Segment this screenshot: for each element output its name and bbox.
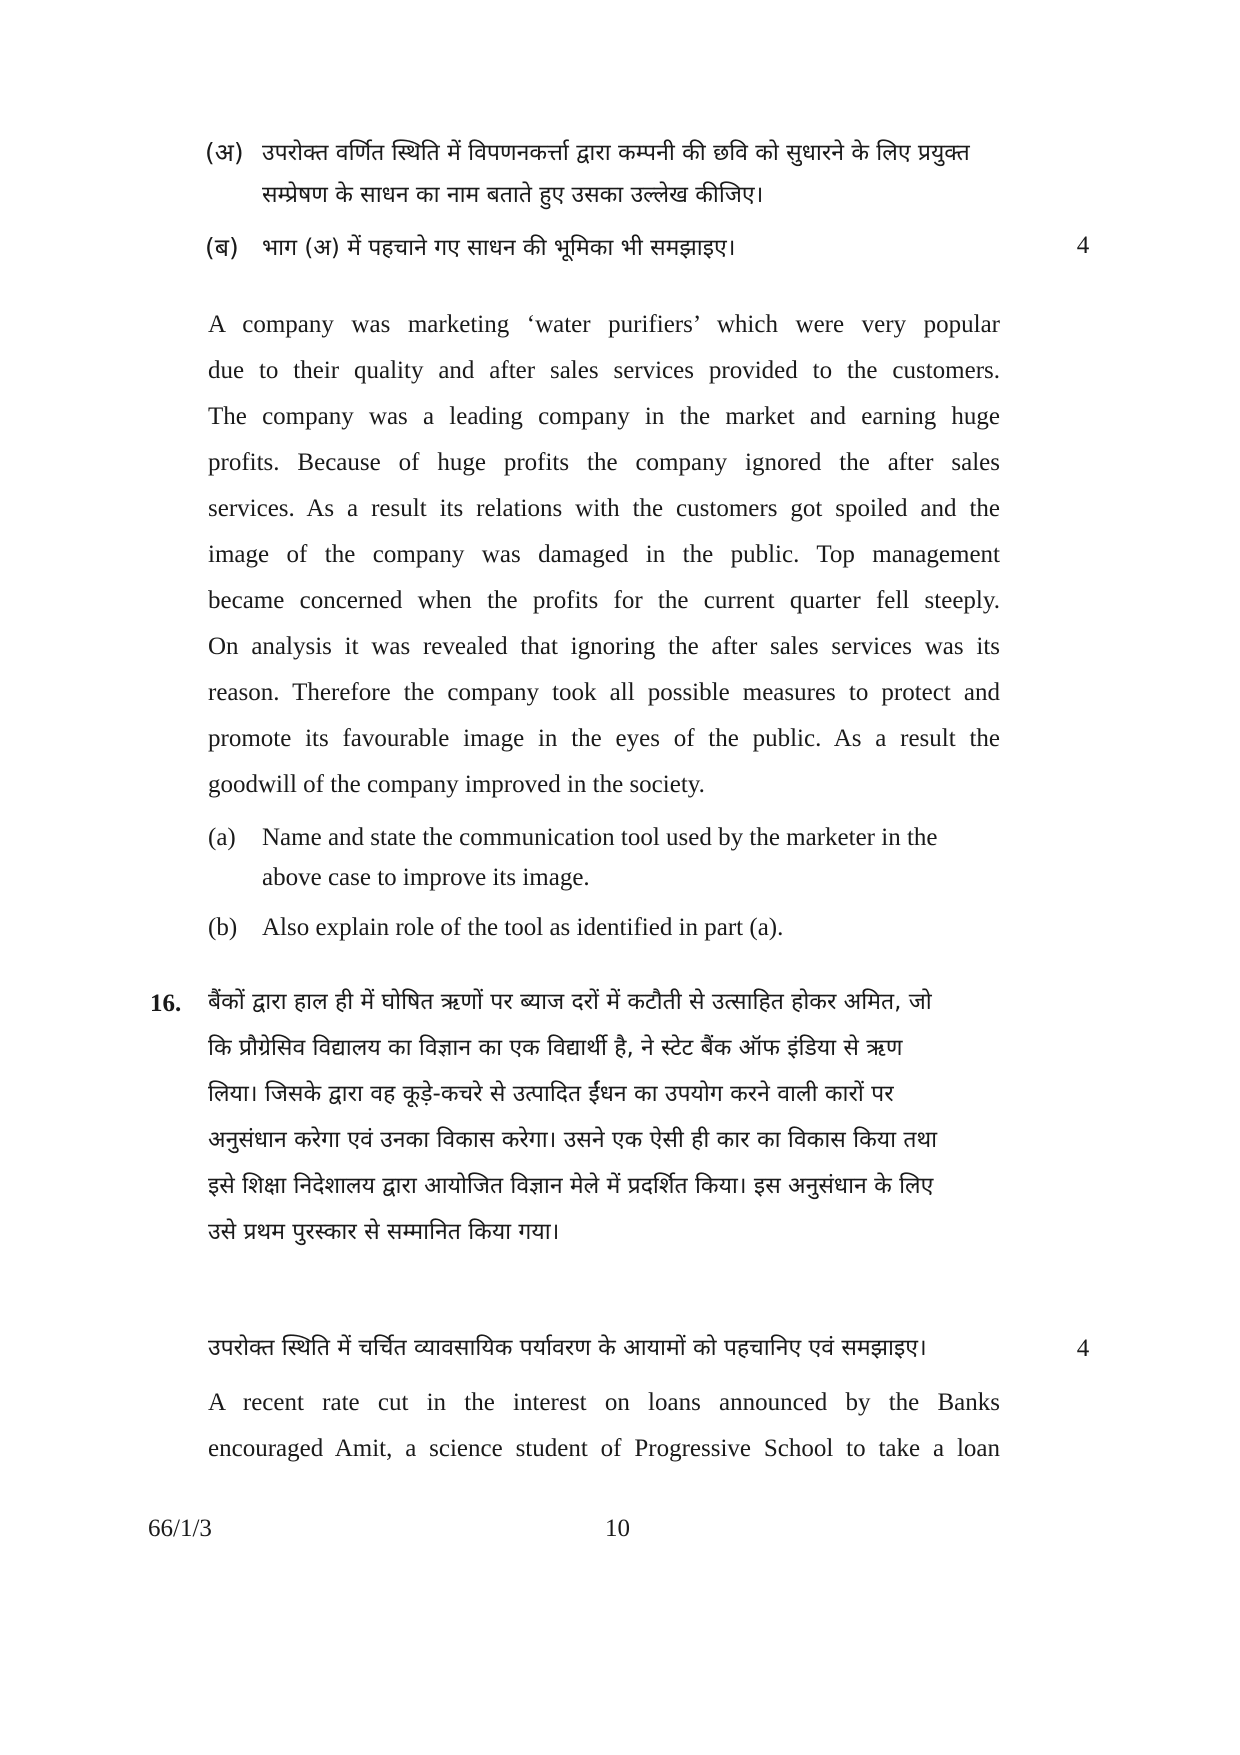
paragraph-line: उसे प्रथम पुरस्कार से सम्मानित किया गया। bbox=[208, 1219, 560, 1245]
page-number: 10 bbox=[605, 1515, 630, 1542]
q16-hindi-paragraph bbox=[208, 979, 1008, 1255]
paragraph-line: बैंकों द्वारा हाल ही में घोषित ऋणों पर ब्याज दरों में कटौती से उत्साहित होकर अमित, जो bbox=[208, 989, 932, 1015]
paragraph-line: इसे शिक्षा निदेशालय द्वारा आयोजित विज्ञान मेले में प्रदर्शित किया। इस अनुसंधान के लिए bbox=[208, 1173, 934, 1199]
paragraph-line: लिया। जिसके द्वारा वह कूड़े-कचरे से उत्पादित ईंधन का उपयोग करने वाली कारों पर bbox=[208, 1081, 894, 1107]
paragraph-line: services. As a result its relations with the customers got spoiled and the bbox=[208, 495, 1000, 522]
hindi-part-b-line1: भाग (अ) में पहचाने गए साधन की भूमिका भी समझाइए। bbox=[262, 235, 736, 261]
english-part-a-label: (a) bbox=[208, 824, 236, 851]
paragraph-line: On analysis it was revealed that ignoring the after sales services was its bbox=[208, 633, 1000, 660]
paragraph-line: goodwill of the company improved in the society. bbox=[208, 771, 705, 798]
paragraph-line: अनुसंधान करेगा एवं उनका विकास करेगा। उसने एक ऐसी ही कार का विकास किया तथा bbox=[208, 1127, 938, 1153]
english-part-a-line2: above case to improve its image. bbox=[262, 864, 590, 891]
hindi-part-a-label: (अ) bbox=[205, 138, 244, 167]
paragraph-line: due to their quality and after sales services provided to the customers. bbox=[208, 357, 1000, 384]
hindi-part-a-line2: सम्प्रेषण के साधन का नाम बताते हुए उसका उल्लेख कीजिए। bbox=[262, 182, 764, 208]
english-part-b-label: (b) bbox=[208, 914, 238, 941]
paragraph-line: encouraged Amit, a science student of Progressive School to take a loan bbox=[208, 1435, 1000, 1462]
q16-english-paragraph bbox=[208, 1380, 1000, 1472]
q15-english-paragraph bbox=[208, 302, 1000, 808]
paragraph-line: A company was marketing ‘water purifiers’ which were very popular bbox=[208, 311, 1000, 338]
q16-marks: 4 bbox=[1076, 1335, 1090, 1362]
paragraph-line: became concerned when the profits for the current quarter fell steeply. bbox=[208, 587, 1000, 614]
q15-marks: 4 bbox=[1076, 232, 1090, 259]
paragraph-line: promote its favourable image in the eyes of the public. As a result the bbox=[208, 725, 1000, 752]
q16-hindi-question: उपरोक्त स्थिति में चर्चित व्यावसायिक पर्यावरण के आयामों को पहचानिए एवं समझाइए। bbox=[208, 1335, 927, 1361]
paragraph-line: कि प्रौग्रेसिव विद्यालय का विज्ञान का एक विद्यार्थी है, ने स्टेट बैंक ऑफ इंडिया से ऋण bbox=[208, 1035, 903, 1061]
question-number-16: 16. bbox=[150, 990, 182, 1017]
paragraph-line: The company was a leading company in the market and earning huge bbox=[208, 403, 1000, 430]
paragraph-line: A recent rate cut in the interest on loans announced by the Banks bbox=[208, 1389, 1000, 1416]
english-part-a-line1: Name and state the communication tool used by the marketer in the bbox=[262, 824, 938, 851]
paragraph-line: reason. Therefore the company took all possible measures to protect and bbox=[208, 679, 1000, 706]
hindi-part-a-line1: उपरोक्त वर्णित स्थिति में विपणनकर्त्ता द्वारा कम्पनी की छवि को सुधारने के लिए प्रयुक्त bbox=[262, 140, 970, 166]
english-part-b-line1: Also explain role of the tool as identified in part (a). bbox=[262, 914, 784, 941]
hindi-part-b-label: (ब) bbox=[205, 233, 239, 262]
paragraph-line: profits. Because of huge profits the company ignored the after sales bbox=[208, 449, 1000, 476]
paper-code: 66/1/3 bbox=[148, 1515, 212, 1542]
paragraph-line: image of the company was damaged in the public. Top management bbox=[208, 541, 1000, 568]
